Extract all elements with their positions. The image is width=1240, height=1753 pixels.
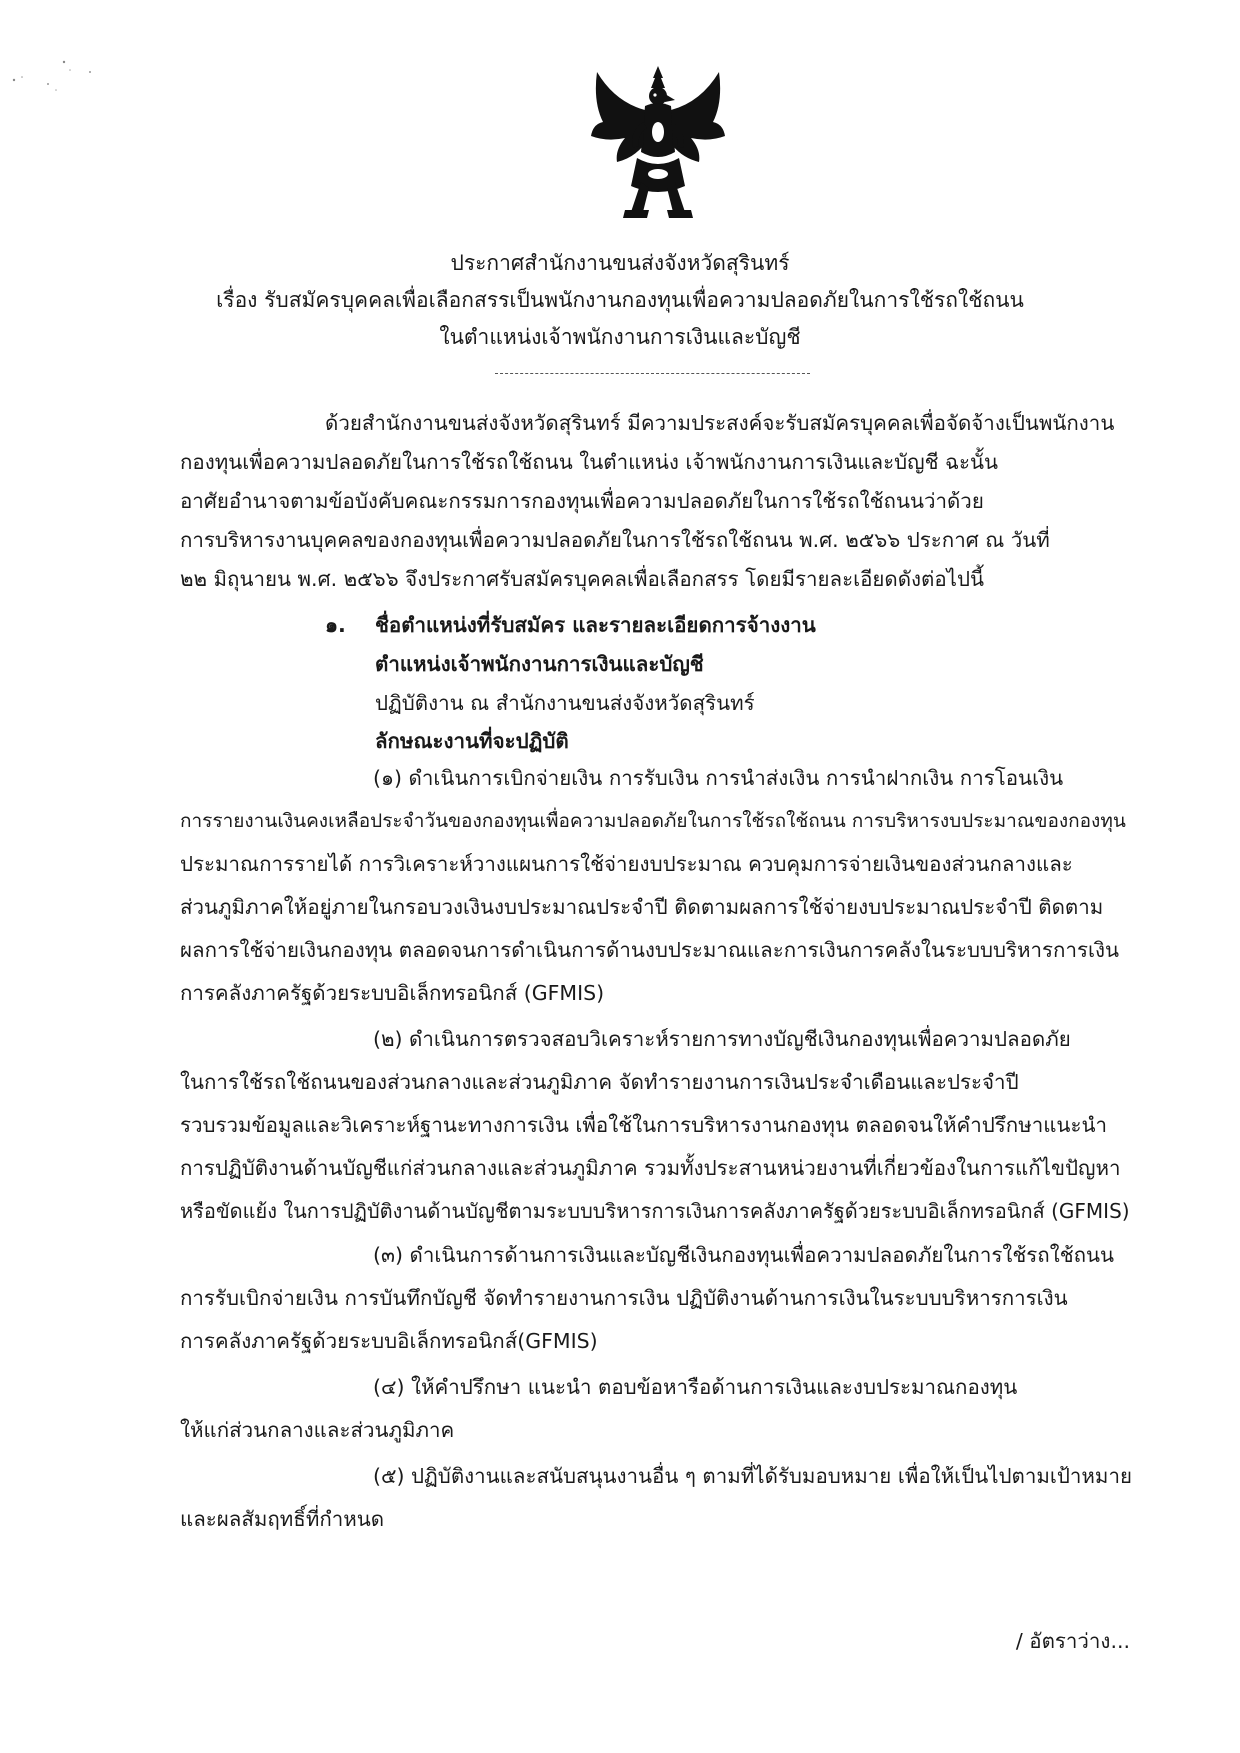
scan-specks [0,50,110,100]
duty-line: การรายงานเงินคงเหลือประจำวันของกองทุนเพื่อความปลอดภัยในการใช้รถใช้ถนน การบริหารงบประมาณของกองทุน [180,810,1126,832]
duty-line: และผลสัมฤทธิ์ที่กำหนด [180,1507,385,1531]
duty-line: การคลังภาครัฐด้วยระบบอิเล็กทรอนิกส์(GFMIS) [180,1329,598,1353]
section-number: ๑. [325,613,346,637]
duty-line: การปฏิบัติงานด้านบัญชีแก่ส่วนกลางและส่วนภูมิภาค รวมทั้งประสานหน่วยงานที่เกี่ยวข้องในการแก้ไขปัญหา [180,1156,1121,1180]
intro-line: กองทุนเพื่อความปลอดภัยในการใช้รถใช้ถนน ในตำแหน่ง เจ้าพนักงานการเงินและบัญชี ฉะนั้น [180,450,999,474]
duty-line: (๕) ปฏิบัติงานและสนับสนุนงานอื่น ๆ ตามที่ได้รับมอบหมาย เพื่อให้เป็นไปตามเป้าหมาย [373,1464,1132,1488]
duty-line: (๔) ให้คำปรึกษา แนะนำ ตอบข้อหารือด้านการเงินและงบประมาณกองทุน [373,1375,1018,1399]
duty-line: ส่วนภูมิภาคให้อยู่ภายในกรอบวงเงินงบประมาณประจำปี ติดตามผลการใช้จ่ายงบประมาณประจำปี ติดตาม [180,895,1104,919]
duty-line: หรือขัดแย้ง ในการปฏิบัติงานด้านบัญชีตามระบบบริหารการเงินการคลังภาครัฐด้วยระบบอิเล็กทรอนิกส์ (GFMIS) [180,1199,1130,1223]
duties-heading: ลักษณะงานที่จะปฏิบัติ [375,729,569,753]
intro-line: ๒๒ มิถุนายน พ.ศ. ๒๕๖๖ จึงประกาศรับสมัครบุคคลเพื่อเลือกสรร โดยมีรายละเอียดดังต่อไปนี้ [180,567,985,591]
workplace-line: ปฏิบัติงาน ณ สำนักงานขนส่งจังหวัดสุรินทร์ [375,691,755,715]
duty-line: รวบรวมข้อมูลและวิเคราะห์ฐานะทางการเงิน เพื่อใช้ในการบริหารงานกองทุน ตลอดจนให้คำปรึกษาแนะนำ [180,1113,1107,1137]
duty-line: (๑) ดำเนินการเบิกจ่ายเงิน การรับเงิน การนำส่งเงิน การนำฝากเงิน การโอนเงิน [373,766,1064,790]
duty-line: ให้แก่ส่วนกลางและส่วนภูมิภาค [180,1418,455,1442]
section-heading: ชื่อตำแหน่งที่รับสมัคร และรายละเอียดการจ้างงาน [375,613,816,637]
duty-line: (๓) ดำเนินการด้านการเงินและบัญชีเงินกองทุนเพื่อความปลอดภัยในการใช้รถใช้ถนน [373,1243,1115,1267]
duty-line: (๒) ดำเนินการตรวจสอบวิเคราะห์รายการทางบัญชีเงินกองทุนเพื่อความปลอดภัย [373,1027,1071,1051]
continued-marker: / อัตราว่าง... [1015,1629,1130,1653]
title-divider [495,373,810,374]
duty-line: การรับเบิกจ่ายเงิน การบันทึกบัญชี จัดทำรายงานการเงิน ปฏิบัติงานด้านการเงินในระบบบริหารการเงิน [180,1286,1068,1310]
announcement-subject: เรื่อง รับสมัครบุคคลเพื่อเลือกสรรเป็นพนักงานกองทุนเพื่อความปลอดภัยในการใช้รถใช้ถนน [216,288,1024,312]
announcement-title: ประกาศสำนักงานขนส่งจังหวัดสุรินทร์ [450,251,790,275]
announcement-position: ในตำแหน่งเจ้าพนักงานการเงินและบัญชี [439,325,801,349]
intro-line: อาศัยอำนาจตามข้อบังคับคณะกรรมการกองทุนเพื่อความปลอดภัยในการใช้รถใช้ถนนว่าด้วย [180,489,984,513]
intro-line: ด้วยสำนักงานขนส่งจังหวัดสุรินทร์ มีความประสงค์จะรับสมัครบุคคลเพื่อจัดจ้างเป็นพนักงาน [325,411,1115,435]
duty-line: การคลังภาครัฐด้วยระบบอิเล็กทรอนิกส์ (GFMIS) [180,981,605,1005]
duty-line: ผลการใช้จ่ายเงินกองทุน ตลอดจนการดำเนินการด้านงบประมาณและการเงินการคลังในระบบบริหารการเงิน [180,938,1120,962]
duty-line: ประมาณการรายได้ การวิเคราะห์วางแผนการใช้จ่ายงบประมาณ ควบคุมการจ่ายเงินของส่วนกลางและ [180,852,1073,876]
garuda-emblem-icon [585,62,731,222]
duty-line: ในการใช้รถใช้ถนนของส่วนกลางและส่วนภูมิภาค จัดทำรายงานการเงินประจำเดือนและประจำปี [180,1070,1019,1094]
intro-line: การบริหารงานบุคคลของกองทุนเพื่อความปลอดภัยในการใช้รถใช้ถนน พ.ศ. ๒๕๖๖ ประกาศ ณ วันที่ [180,528,1050,552]
position-title: ตำแหน่งเจ้าพนักงานการเงินและบัญชี [375,652,704,676]
